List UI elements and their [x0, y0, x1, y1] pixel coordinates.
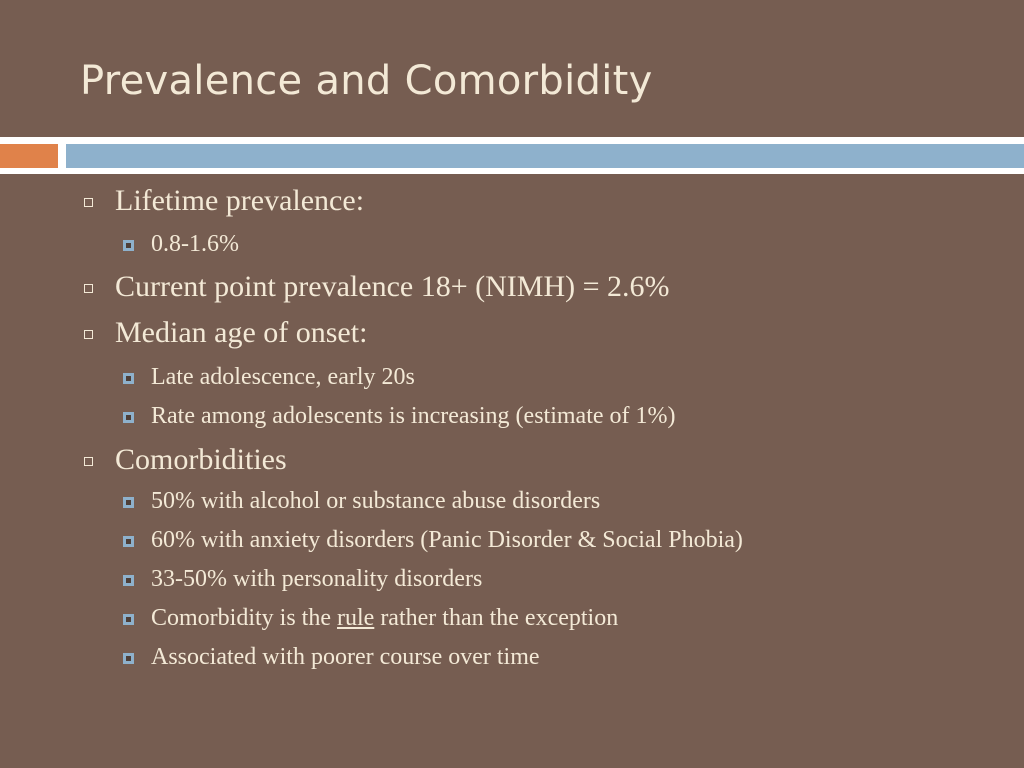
- filled-square-bullet-icon: [123, 240, 134, 251]
- sub-bullet-item: [123, 231, 239, 258]
- sub-bullet-item: [123, 488, 600, 515]
- bullet-item: [84, 443, 287, 477]
- filled-square-bullet-icon: [123, 653, 134, 664]
- filled-square-bullet-icon: [123, 614, 134, 625]
- sub-bullet-text: 50% with alcohol or substance abuse disorders: [151, 488, 601, 514]
- slide-title: Prevalence and Comorbidity: [80, 58, 653, 104]
- sub-bullet-text-after: rather than the exception: [374, 605, 619, 631]
- sub-bullet-text: 0.8-1.6%: [151, 231, 239, 257]
- sub-bullet-item: [123, 364, 415, 391]
- filled-square-bullet-icon: [123, 497, 134, 508]
- hollow-square-bullet-icon: [84, 330, 93, 339]
- sub-bullet-text: 60% with anxiety disorders (Panic Disorder & Social Phobia): [151, 527, 743, 553]
- bullet-item: [84, 270, 670, 304]
- sub-bullet-text: [151, 605, 618, 631]
- filled-square-bullet-icon: [123, 536, 134, 547]
- hollow-square-bullet-icon: [84, 198, 93, 207]
- sub-bullet-item: [123, 527, 743, 554]
- bullet-text: Comorbidities: [115, 443, 287, 476]
- bullet-text: Median age of onset:: [115, 316, 368, 349]
- sub-bullet-item: [123, 644, 540, 671]
- hollow-square-bullet-icon: [84, 457, 93, 466]
- filled-square-bullet-icon: [123, 575, 134, 586]
- bullet-text: Lifetime prevalence:: [115, 184, 365, 217]
- sub-bullet-text: Rate among adolescents is increasing (estimate of 1%): [151, 403, 676, 429]
- hollow-square-bullet-icon: [84, 284, 93, 293]
- sub-bullet-item: [123, 605, 618, 632]
- bullet-item: [84, 184, 364, 218]
- filled-square-bullet-icon: [123, 412, 134, 423]
- sub-bullet-text: 33-50% with personality disorders: [151, 566, 483, 592]
- filled-square-bullet-icon: [123, 373, 134, 384]
- bullet-item: [84, 316, 367, 350]
- sub-bullet-text: Associated with poorer course over time: [151, 644, 540, 670]
- sub-bullet-text-before: Comorbidity is the: [151, 605, 337, 631]
- sub-bullet-item: [123, 403, 676, 430]
- sub-bullet-item: [123, 566, 482, 593]
- sub-bullet-text: Late adolescence, early 20s: [151, 364, 415, 390]
- underlined-word: rule: [337, 605, 375, 631]
- bullet-text: Current point prevalence 18+ (NIMH) = 2.6%: [115, 270, 670, 303]
